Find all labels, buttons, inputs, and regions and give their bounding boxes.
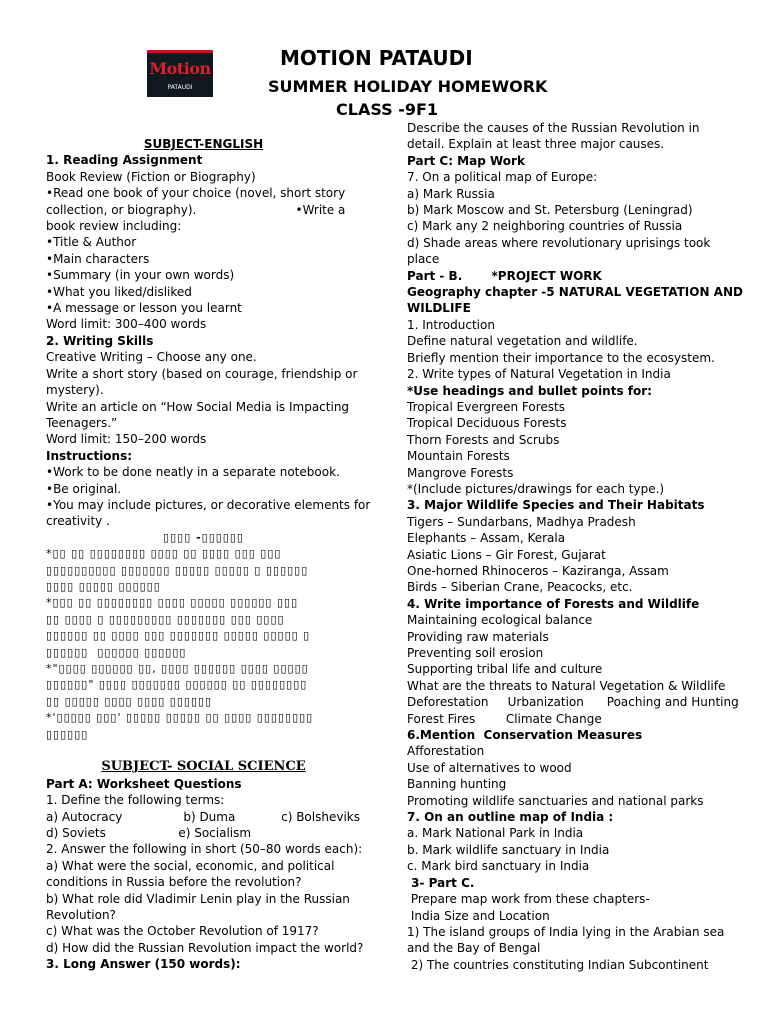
right-column-line: Banning hunting [407, 777, 507, 792]
right-column-line: c) Mark any 2 neighboring countries of Russia [407, 219, 683, 234]
right-column-line: Deforestation Urbanization Poaching and Hunting [407, 695, 739, 710]
left-column-line: Teenagers.” [46, 415, 118, 430]
right-column-line: Supporting tribal life and culture [407, 662, 603, 677]
left-column-line: •What you liked/disliked [46, 284, 192, 299]
left-column-line: Write a short story (based on courage, friendship or [46, 366, 358, 381]
document-title: SUMMER HOLIDAY HOMEWORK [268, 77, 548, 96]
left-column-line: ▯▯▯▯▯▯ ▯▯ ▯▯▯▯ ▯▯▯ ▯▯▯▯▯▯▯ ▯▯▯▯▯ ▯▯▯▯▯ ▯ [46, 629, 311, 643]
right-column-line: 2. Write types of Natural Vegetation in India [407, 367, 671, 382]
right-column-line: Maintaining ecological balance [407, 613, 593, 628]
right-column-line: Tropical Deciduous Forests [407, 416, 567, 431]
left-column-line: •Read one book of your choice (novel, short story [46, 186, 346, 201]
left-column-line: creativity . [46, 514, 110, 529]
right-column-line: Geography chapter -5 NATURAL VEGETATION AND [407, 285, 743, 300]
right-column-line: Birds – Siberian Crane, Peacocks, etc. [407, 580, 633, 595]
right-column-line: Part - B. *PROJECT WORK [407, 268, 602, 283]
right-column-line: 1. Introduction [407, 317, 495, 332]
logo-subtext: PATAUDI [167, 84, 193, 91]
left-column-line: •Be original. [46, 481, 122, 496]
left-column-line: a) Autocracy b) Duma c) Bolsheviks [46, 809, 360, 824]
left-column-line: conditions in Russia before the revolution? [46, 875, 302, 890]
right-column-line: and the Bay of Bengal [407, 941, 541, 956]
right-column-line: Describe the causes of the Russian Revolution in [407, 121, 700, 135]
left-column-line: collection, or biography). •Write a [46, 202, 346, 217]
right-column-line: Thorn Forests and Scrubs [407, 432, 560, 447]
right-column-line: place [407, 252, 440, 267]
left-column-line: Revolution? [46, 908, 116, 923]
left-column-line: *▯▯ ▯▯ ▯▯▯▯▯▯▯▯ ▯▯▯▯ ▯▯ ▯▯▯▯ ▯▯▯ ▯▯▯ [46, 547, 282, 561]
right-column-line: a) Mark Russia [407, 186, 495, 201]
left-column-line: •Work to be done neatly in a separate notebook. [46, 465, 340, 480]
right-column-line: Asiatic Lions – Gir Forest, Gujarat [407, 547, 606, 562]
right-column-line: Tigers – Sundarbans, Madhya Pradesh [407, 514, 636, 529]
left-column-line: Write an article on “How Social Media is Impacting [46, 399, 350, 414]
right-column-line: Preventing soil erosion [407, 646, 544, 660]
left-column-line: *▯▯▯ ▯▯ ▯▯▯▯▯▯▯▯ ▯▯▯▯ ▯▯▯▯▯ ▯▯▯▯▯▯ ▯▯▯ [46, 596, 299, 610]
left-column-line: Creative Writing – Choose any one. [46, 350, 257, 365]
left-column-line: b) What role did Vladimir Lenin play in the Russian [46, 891, 350, 906]
left-column-line: SUBJECT-ENGLISH [143, 137, 264, 151]
right-column-line: *(Include pictures/drawings for each type.) [407, 481, 665, 496]
left-column-line: ▯▯▯▯▯▯ [46, 727, 89, 741]
left-column-line: a) What were the social, economic, and political [46, 858, 335, 873]
right-column-line: b) Mark Moscow and St. Petersburg (Leningrad) [407, 203, 693, 218]
left-column-line: 1. Reading Assignment [46, 153, 203, 168]
right-column-line: Tropical Evergreen Forests [407, 399, 565, 414]
class-label: CLASS -9F1 [336, 100, 439, 119]
left-column-line: mystery). [46, 383, 104, 398]
right-column-line: b. Mark wildlife sanctuary in India [407, 842, 610, 857]
right-column-line: Elephants – Assam, Kerala [407, 531, 566, 546]
left-column-line: 2. Answer the following in short (50–80 words each): [46, 842, 363, 857]
right-column-line: a. Mark National Park in India [407, 826, 584, 841]
right-column-line: What are the threats to Natural Vegetation & Wildlife [407, 678, 726, 693]
right-column-line: Mangrove Forests [407, 465, 514, 480]
right-column-line: 3. Major Wildlife Species and Their Habitats [407, 498, 705, 513]
left-column-line: d) Soviets e) Socialism [46, 826, 252, 841]
left-column-line: ▯▯▯▯▯▯▯▯▯▯ ▯▯▯▯▯▯▯ ▯▯▯▯▯ ▯▯▯▯▯ ▯ ▯▯▯▯▯▯ [46, 563, 309, 577]
right-column-line: Providing raw materials [407, 629, 549, 644]
left-column-line: 2. Writing Skills [46, 333, 154, 348]
left-column-line: *"▯▯▯▯ ▯▯▯▯▯▯ ▯▯, ▯▯▯▯ ▯▯▯▯▯▯ ▯▯▯▯ ▯▯▯▯▯ [46, 662, 309, 675]
right-column-line: One-horned Rhinoceros – Kaziranga, Assam [407, 563, 669, 578]
left-column-line: •Summary (in your own words) [46, 268, 235, 283]
right-column-line: 3- Part C. [407, 875, 475, 890]
left-column-line: ▯▯▯▯ -▯▯▯▯▯▯ [163, 530, 244, 544]
right-column-line: Briefly mention their importance to the ecosystem. [407, 350, 715, 365]
left-column-line: •A message or lesson you learnt [46, 301, 242, 316]
right-column-line: 4. Write importance of Forests and Wildlife [407, 596, 700, 611]
right-column-line: Define natural vegetation and wildlife. [407, 334, 638, 349]
left-column-line: *'▯▯▯▯▯ ▯▯▯' ▯▯▯▯▯ ▯▯▯▯▯ ▯▯ ▯▯▯▯ ▯▯▯▯▯▯▯▯ [46, 711, 314, 725]
right-column-line: c. Mark bird sanctuary in India [407, 859, 590, 874]
left-column-line: •Main characters [46, 251, 150, 266]
school-name: MOTION PATAUDI [280, 46, 473, 70]
right-column-line: Forest Fires Climate Change [407, 711, 602, 726]
left-column-line: Word limit: 150–200 words [46, 432, 207, 447]
right-column-line: Use of alternatives to wood [407, 760, 572, 775]
right-column-line: d) Shade areas where revolutionary uprisings took [407, 235, 711, 250]
left-column-line: SUBJECT- SOCIAL SCIENCE [101, 759, 306, 775]
right-column-line: Promoting wildlife sanctuaries and national parks [407, 793, 704, 808]
school-logo [147, 50, 213, 97]
left-column-line: c) What was the October Revolution of 1917? [46, 924, 319, 939]
right-column-line: *Use headings and bullet points for: [407, 383, 652, 398]
left-column-line: ▯▯▯▯▯▯ ▯▯▯▯▯▯ ▯▯▯▯▯▯ [46, 645, 187, 659]
left-column-line: d) How did the Russian Revolution impact the world? [46, 940, 364, 955]
right-column-line: Afforestation [407, 744, 485, 759]
left-column-line: •You may include pictures, or decorative elements for [46, 497, 371, 512]
left-column [46, 136, 371, 973]
right-column-line: 7. On a political map of Europe: [407, 170, 598, 185]
right-column-line: 2) The countries constituting Indian Subcontinent [407, 957, 709, 972]
left-column-line: 3. Long Answer (150 words): [46, 957, 241, 972]
right-column [407, 120, 743, 973]
left-column-line [46, 743, 361, 759]
right-column-line: India Size and Location [407, 908, 550, 923]
right-column-line: 7. On an outline map of India : [407, 810, 614, 825]
left-column-line: Instructions: [46, 448, 133, 463]
left-column-line: Book Review (Fiction or Biography) [46, 169, 256, 184]
left-column-line: ▯▯▯▯ ▯▯▯▯▯ ▯▯▯▯▯▯ [46, 579, 161, 593]
left-column-line: 1. Define the following terms: [46, 793, 225, 808]
left-column-line: ▯▯▯▯▯▯" ▯▯▯▯ ▯▯▯▯▯▯▯ ▯▯▯▯▯▯ ▯▯ ▯▯▯▯▯▯▯▯ [46, 678, 308, 692]
right-column-line: Prepare map work from these chapters- [407, 892, 650, 907]
left-column-line: book review including: [46, 219, 182, 234]
left-column-line: ▯▯ ▯▯▯▯▯ ▯▯▯▯ ▯▯▯▯ ▯▯▯▯▯▯ [46, 694, 213, 708]
right-column-line: WILDLIFE [407, 301, 471, 316]
left-column-line: ▯▯ ▯▯▯▯ ▯ ▯▯▯▯▯▯▯▯▯ ▯▯▯▯▯▯▯ ▯▯▯ ▯▯▯▯ [46, 612, 285, 626]
left-column-line: •Title & Author [46, 235, 137, 250]
right-column-line: detail. Explain at least three major causes. [407, 137, 665, 152]
right-column-line: Part C: Map Work [407, 153, 525, 168]
right-column-line: 1) The island groups of India lying in the Arabian sea [407, 924, 725, 939]
left-column-line: Part A: Worksheet Questions [46, 776, 242, 791]
logo-text: Motion [149, 59, 211, 78]
left-column-line: Word limit: 300–400 words [46, 317, 207, 332]
right-column-line: 6.Mention Conservation Measures [407, 728, 643, 743]
right-column-line: Mountain Forests [407, 449, 510, 464]
